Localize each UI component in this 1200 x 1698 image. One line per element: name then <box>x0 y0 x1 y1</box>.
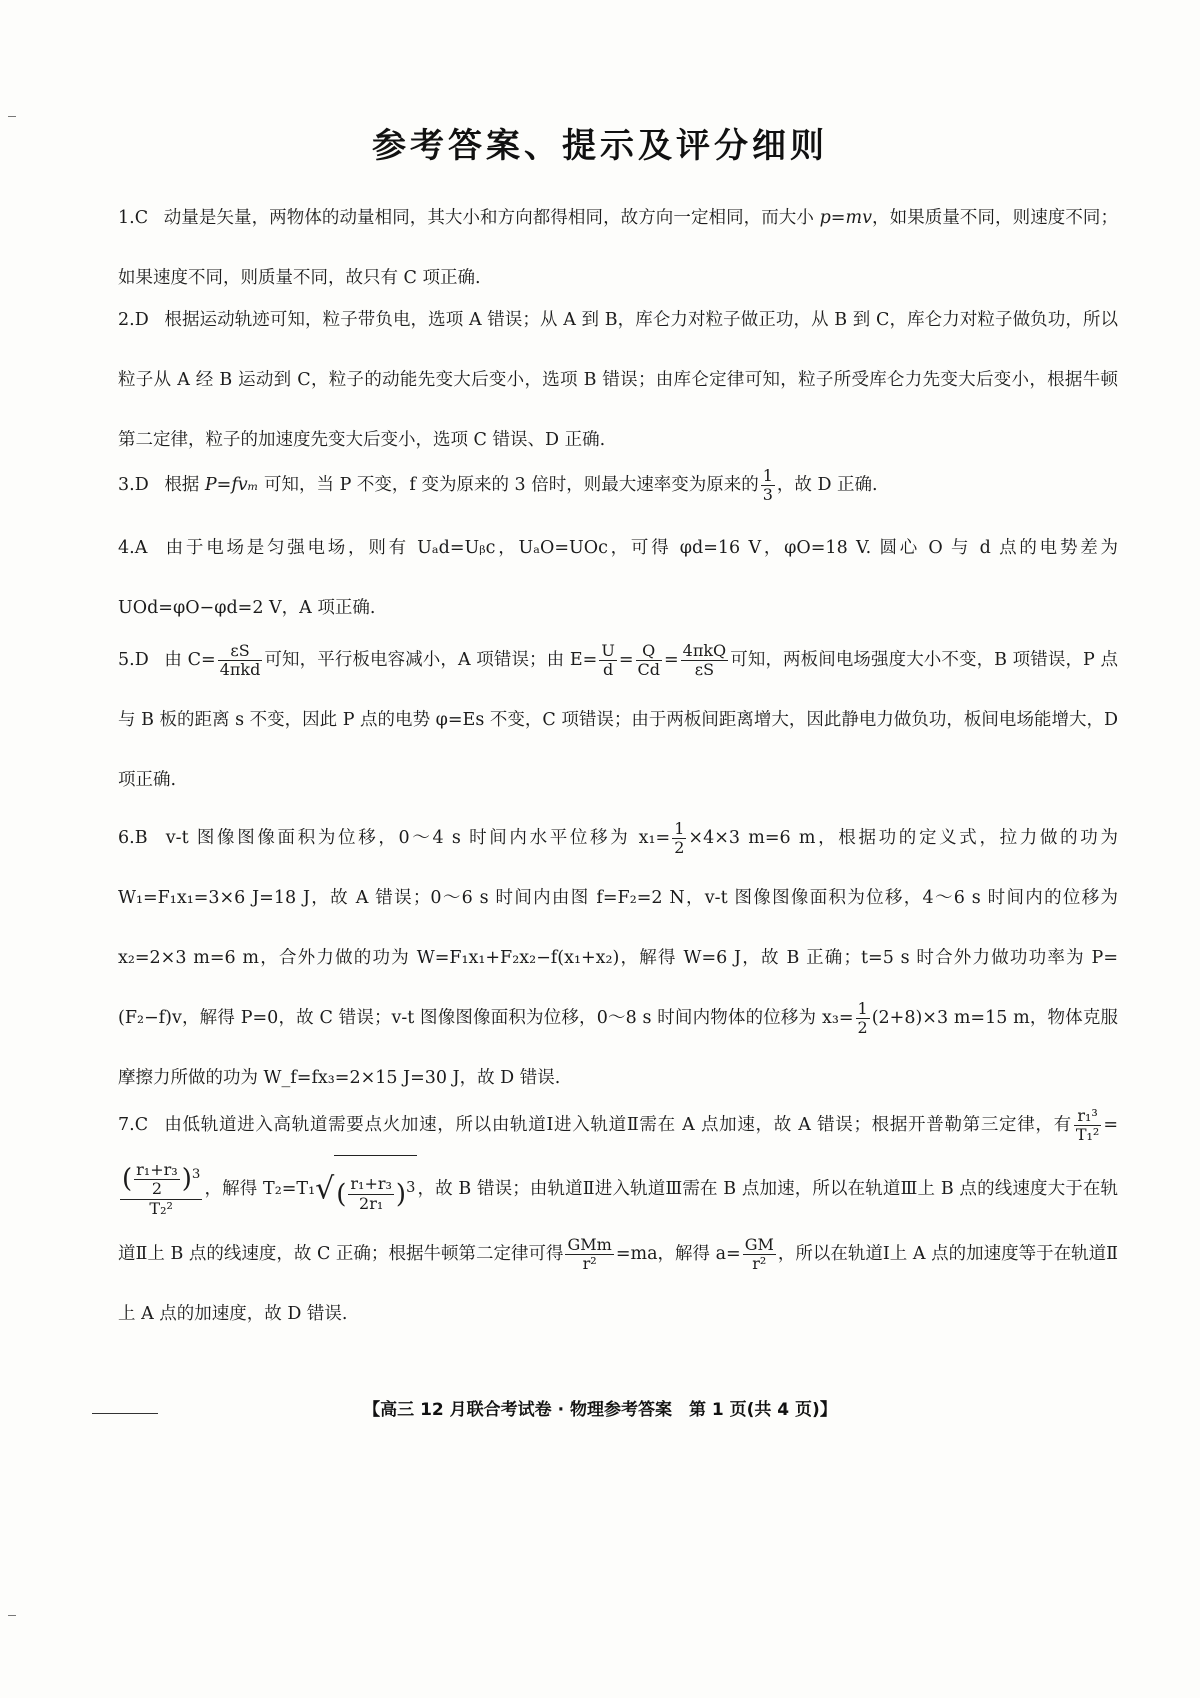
fraction: ( $\frac{\text{r₁+r₃}}{2}$ )$^3$ T₂² <box>122 1160 201 1218</box>
square-root: √( $\frac{\text{r₁+r₃}}{\text{2r₁}}$ )$^3$ <box>315 1155 417 1224</box>
fraction: $\frac{\varepsilon S}{\text{4πkd}}$ <box>219 640 261 679</box>
answer-label: 6.B <box>118 828 148 848</box>
answer-6 <box>118 808 1118 1108</box>
fraction: $\frac{U}{d}$ <box>601 640 615 679</box>
answer-text: ，解得 T₂=T₁ <box>204 1179 316 1200</box>
answer-text: 可知，当 P 不变，f 变为原来的 3 倍时，则最大速率变为原来的 <box>258 475 759 495</box>
equals-sign: = <box>663 650 679 670</box>
answer-label: 3.D <box>118 475 149 495</box>
answer-text: 可知，两板间电场强度大小不变，B 项错误，P 点与 B 板的距离 s 不变，因此 P 点的电势 φ=Es 不变，C 项错误；由于两板间距离增大，因此静电力做负功，板间电场能增大，D 项正确. <box>118 650 1118 790</box>
page-footer: 【高三 12 月联合考试卷 · 物理参考答案 第 1 页(共 4 页)】 <box>363 1400 837 1420</box>
answer-label: 2.D <box>118 310 149 330</box>
answer-3 <box>118 455 1118 515</box>
answer-label: 7.C <box>118 1115 149 1135</box>
fraction: $\frac{\text{GMm}}{\text{r²}}$ <box>567 1234 612 1274</box>
answer-text: (2+8)×3 m=15 m，物体克服摩擦力所做的功为 W_f=fx₃=2×15 J=30 J，故 D 错误. <box>118 1008 1118 1088</box>
fraction: $\frac{1}{2}$ <box>674 818 685 857</box>
answer-text: 动量是矢量，两物体的动量相同，其大小和方向都得相同，故方向一定相同，而大小 <box>163 208 820 228</box>
fraction: $\frac{\text{4πkQ}}{\varepsilon S}$ <box>682 640 727 679</box>
answer-text: ，所以在轨道Ⅰ上 A 点的加速度等于在轨道Ⅱ上 A 点的加速度，故 D 错误. <box>118 1244 1118 1325</box>
answer-text: v-t 图像图像面积为位移，0～4 s 时间内水平位移为 x₁= <box>165 828 671 848</box>
answer-label: 1.C <box>118 208 149 228</box>
equals-sign: = <box>618 650 634 670</box>
answer-text: ，如果质量不同，则速度不同；如果速度不同，则质量不同，故只有 C 项正确. <box>118 208 1118 288</box>
fraction: $\frac{GM}{\text{r²}}$ <box>744 1234 774 1274</box>
answer-text: 根据运动轨迹可知，粒子带负电，选项 A 错误；从 A 到 B，库仑力对粒子做正功，从 B 到 C，库仑力对粒子做负功，所以粒子从 A 经 B 运动到 C，粒子的动能先变大后变小，选项 B 错误；由库仑定律可知，粒子所受库仑力先变大后变小，根据牛顿第二定律，粒子的加速度先变大后变小，选项 C 错误、D 正确. <box>118 310 1118 450</box>
fraction: $\frac{\text{r₁³}}{\text{T₁²}}$ <box>1075 1105 1100 1144</box>
answer-text: ×4×3 m=6 m，根据功的定义式，拉力做的功为 W₁=F₁x₁=3×6 J=18 J，故 A 错误；0～6 s 时间内由图 f=F₂=2 N，v-t 图像图像面积为位移，4～6 s 时间内的位移为 x₂=2×3 m=6 m，合外力做的功为 W=F₁x₁+F₂x₂−f(x₁+x₂)，解得 W=6 J，故 B 正确；t=5 s 时合外力做功功率为 P=(F₂−f)v，解得 P=0，故 C 错误；v-t 图像图像面积为位移，0～8 s 时间内物体的位移为 x₃= <box>118 828 1118 1028</box>
fraction: $\frac{1}{3}$ <box>762 465 773 504</box>
fraction: $\frac{1}{2}$ <box>857 998 868 1037</box>
answer-7 <box>118 1095 1118 1344</box>
answer-5 <box>118 630 1118 810</box>
answer-text: 可知，平行板电容减小，A 项错误；由 E= <box>264 650 598 670</box>
answer-text: ，故 D 正确. <box>776 475 878 495</box>
answer-text: 由低轨道进入高轨道需要点火加速，所以由轨道Ⅰ进入轨道Ⅱ需在 A 点加速，故 A 错误；根据开普勒第三定律，有 <box>164 1115 1072 1135</box>
answer-2 <box>118 290 1118 470</box>
equals-sign: = <box>1103 1115 1118 1135</box>
answer-text: ，故 B 错误；由轨道Ⅱ进入轨道Ⅲ需在 B 点加速，所以在轨道Ⅲ上 B 点的线速度大于在轨道Ⅱ上 B 点的线速度，故 C 正确；根据牛顿第二定律可得 <box>118 1179 1118 1265</box>
answer-4 <box>118 518 1118 638</box>
formula: p=mv <box>819 208 872 228</box>
fraction: $\frac{Q}{Cd}$ <box>637 640 660 679</box>
answer-label: 4.A <box>118 538 148 558</box>
answer-text: 根据 <box>164 475 205 495</box>
answer-text: 由于电场是匀强电场，则有 Uₐd=Uᵦc，UₐO=UOc，可得 φd=16 V，φO=18 V. 圆心 O 与 d 点的电势差为 UOd=φO−φd=2 V，A 项正确. <box>118 538 1118 618</box>
answer-text: =ma，解得 a= <box>615 1244 741 1265</box>
answer-label: 5.D <box>118 650 149 670</box>
formula: P=fvₘ <box>204 475 259 495</box>
margin-tick-bottom <box>8 1615 16 1616</box>
answer-text: 由 C= <box>164 650 216 670</box>
margin-tick-top <box>8 116 16 117</box>
footer-divider <box>92 1413 158 1414</box>
page-title: 参考答案、提示及评分细则 <box>372 126 828 166</box>
